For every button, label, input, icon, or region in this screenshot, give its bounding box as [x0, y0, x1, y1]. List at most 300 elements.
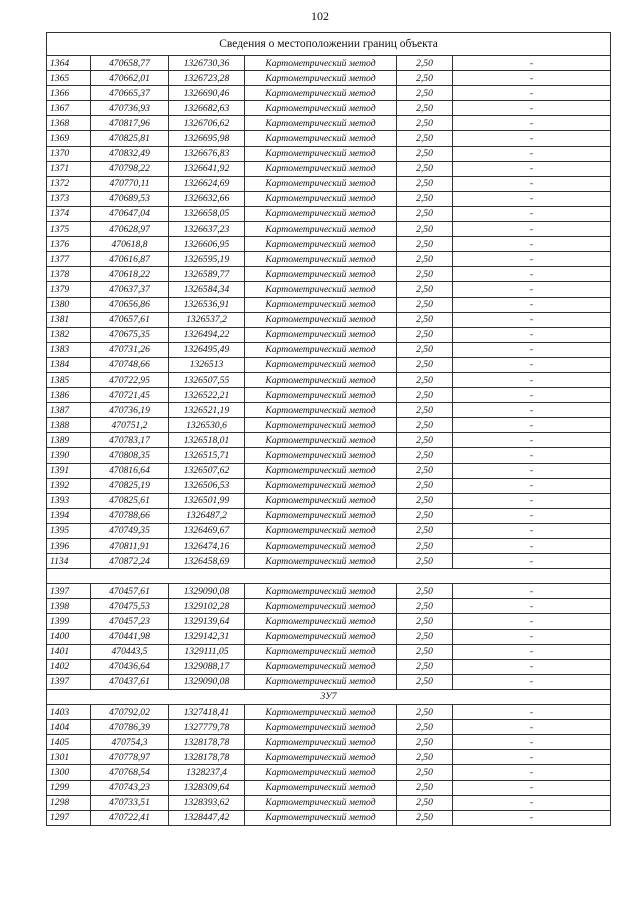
- y-coordinate-cell: 1326495,49: [169, 342, 245, 357]
- point-number-cell: 1397: [47, 584, 91, 599]
- accuracy-cell: 2,50: [397, 705, 453, 720]
- x-coordinate-cell: 470811,91: [91, 539, 169, 554]
- description-cell: -: [453, 71, 611, 86]
- accuracy-cell: 2,50: [397, 101, 453, 116]
- accuracy-cell: 2,50: [397, 71, 453, 86]
- method-cell: Картометрический метод: [245, 463, 397, 478]
- method-cell: Картометрический метод: [245, 146, 397, 161]
- point-number-cell: 1374: [47, 206, 91, 221]
- point-number-cell: 1394: [47, 508, 91, 523]
- method-cell: Картометрический метод: [245, 312, 397, 327]
- point-number-cell: 1404: [47, 720, 91, 735]
- method-cell: Картометрический метод: [245, 478, 397, 493]
- y-coordinate-cell: 1326595,19: [169, 252, 245, 267]
- point-number-cell: 1387: [47, 403, 91, 418]
- y-coordinate-cell: 1326690,46: [169, 86, 245, 101]
- accuracy-cell: 2,50: [397, 403, 453, 418]
- accuracy-cell: 2,50: [397, 418, 453, 433]
- y-coordinate-cell: 1326507,55: [169, 372, 245, 387]
- description-cell: -: [453, 101, 611, 116]
- table-row: [47, 176, 611, 191]
- accuracy-cell: 2,50: [397, 297, 453, 312]
- accuracy-cell: 2,50: [397, 327, 453, 342]
- description-cell: -: [453, 86, 611, 101]
- table-row: [47, 342, 611, 357]
- point-number-cell: 1381: [47, 312, 91, 327]
- table-row: [47, 705, 611, 720]
- accuracy-cell: 2,50: [397, 131, 453, 146]
- x-coordinate-cell: 470658,77: [91, 56, 169, 71]
- method-cell: Картометрический метод: [245, 131, 397, 146]
- table-row: [47, 433, 611, 448]
- point-number-cell: 1392: [47, 478, 91, 493]
- accuracy-cell: 2,50: [397, 674, 453, 689]
- method-cell: Картометрический метод: [245, 71, 397, 86]
- x-coordinate-cell: 470751,2: [91, 418, 169, 433]
- x-coordinate-cell: 470457,23: [91, 614, 169, 629]
- separator-row: [47, 569, 611, 584]
- point-number-cell: 1300: [47, 765, 91, 780]
- y-coordinate-cell: 1329139,64: [169, 614, 245, 629]
- table-row: [47, 86, 611, 101]
- table-row: [47, 297, 611, 312]
- y-coordinate-cell: 1329090,08: [169, 584, 245, 599]
- point-number-cell: 1377: [47, 252, 91, 267]
- y-coordinate-cell: 1326521,19: [169, 403, 245, 418]
- table-row: [47, 252, 611, 267]
- method-cell: Картометрический метод: [245, 327, 397, 342]
- page-number: 102: [311, 9, 329, 23]
- table-row: [47, 523, 611, 538]
- table-row: [47, 614, 611, 629]
- description-cell: -: [453, 342, 611, 357]
- y-coordinate-cell: 1326513: [169, 357, 245, 372]
- point-number-cell: 1364: [47, 56, 91, 71]
- table-row: [47, 765, 611, 780]
- y-coordinate-cell: 1328309,64: [169, 780, 245, 795]
- method-cell: Картометрический метод: [245, 418, 397, 433]
- description-cell: -: [453, 735, 611, 750]
- y-coordinate-cell: 1326530,6: [169, 418, 245, 433]
- method-cell: Картометрический метод: [245, 795, 397, 810]
- table-row: [47, 539, 611, 554]
- y-coordinate-cell: 1326723,28: [169, 71, 245, 86]
- point-number-cell: 1365: [47, 71, 91, 86]
- description-cell: -: [453, 705, 611, 720]
- point-number-cell: 1395: [47, 523, 91, 538]
- method-cell: Картометрический метод: [245, 629, 397, 644]
- point-number-cell: 1399: [47, 614, 91, 629]
- x-coordinate-cell: 470786,39: [91, 720, 169, 735]
- method-cell: Картометрический метод: [245, 116, 397, 131]
- description-cell: -: [453, 659, 611, 674]
- point-number-cell: 1376: [47, 237, 91, 252]
- method-cell: Картометрический метод: [245, 584, 397, 599]
- table-title-row: [47, 33, 611, 56]
- point-number-cell: 1378: [47, 267, 91, 282]
- x-coordinate-cell: 470816,64: [91, 463, 169, 478]
- y-coordinate-cell: 1329111,05: [169, 644, 245, 659]
- accuracy-cell: 2,50: [397, 237, 453, 252]
- method-cell: Картометрический метод: [245, 508, 397, 523]
- method-cell: Картометрический метод: [245, 493, 397, 508]
- description-cell: -: [453, 252, 611, 267]
- y-coordinate-cell: 1329090,08: [169, 674, 245, 689]
- x-coordinate-cell: 470743,23: [91, 780, 169, 795]
- table-row: [47, 508, 611, 523]
- accuracy-cell: 2,50: [397, 735, 453, 750]
- description-cell: -: [453, 176, 611, 191]
- point-number-cell: 1372: [47, 176, 91, 191]
- x-coordinate-cell: 470736,93: [91, 101, 169, 116]
- description-cell: -: [453, 146, 611, 161]
- accuracy-cell: 2,50: [397, 659, 453, 674]
- x-coordinate-cell: 470770,11: [91, 176, 169, 191]
- description-cell: -: [453, 674, 611, 689]
- x-coordinate-cell: 470721,45: [91, 388, 169, 403]
- method-cell: Картометрический метод: [245, 720, 397, 735]
- y-coordinate-cell: 1326522,21: [169, 388, 245, 403]
- point-number-cell: 1366: [47, 86, 91, 101]
- table-row: [47, 720, 611, 735]
- accuracy-cell: 2,50: [397, 161, 453, 176]
- accuracy-cell: 2,50: [397, 539, 453, 554]
- description-cell: -: [453, 56, 611, 71]
- point-number-cell: 1398: [47, 599, 91, 614]
- point-number-cell: 1385: [47, 372, 91, 387]
- table-row: [47, 116, 611, 131]
- description-cell: -: [453, 116, 611, 131]
- y-coordinate-cell: 1326706,62: [169, 116, 245, 131]
- y-coordinate-cell: 1326474,16: [169, 539, 245, 554]
- method-cell: Картометрический метод: [245, 448, 397, 463]
- description-cell: -: [453, 267, 611, 282]
- accuracy-cell: 2,50: [397, 750, 453, 765]
- y-coordinate-cell: 1328237,4: [169, 765, 245, 780]
- y-coordinate-cell: 1326624,69: [169, 176, 245, 191]
- point-number-cell: 1401: [47, 644, 91, 659]
- description-cell: -: [453, 478, 611, 493]
- y-coordinate-cell: 1326515,71: [169, 448, 245, 463]
- method-cell: Картометрический метод: [245, 780, 397, 795]
- description-cell: -: [453, 433, 611, 448]
- y-coordinate-cell: 1327418,41: [169, 705, 245, 720]
- x-coordinate-cell: 470689,53: [91, 191, 169, 206]
- accuracy-cell: 2,50: [397, 433, 453, 448]
- x-coordinate-cell: 470475,53: [91, 599, 169, 614]
- boundary-table-container: [46, 32, 610, 826]
- point-number-cell: 1367: [47, 101, 91, 116]
- accuracy-cell: 2,50: [397, 146, 453, 161]
- method-cell: Картометрический метод: [245, 357, 397, 372]
- method-cell: Картометрический метод: [245, 735, 397, 750]
- x-coordinate-cell: 470798,22: [91, 161, 169, 176]
- table-row: [47, 584, 611, 599]
- x-coordinate-cell: 470731,26: [91, 342, 169, 357]
- point-number-cell: 1397: [47, 674, 91, 689]
- accuracy-cell: 2,50: [397, 282, 453, 297]
- point-number-cell: 1390: [47, 448, 91, 463]
- description-cell: -: [453, 629, 611, 644]
- y-coordinate-cell: 1326537,2: [169, 312, 245, 327]
- accuracy-cell: 2,50: [397, 599, 453, 614]
- x-coordinate-cell: 470618,8: [91, 237, 169, 252]
- table-row: [47, 403, 611, 418]
- table-row: [47, 463, 611, 478]
- point-number-cell: 1297: [47, 810, 91, 825]
- x-coordinate-cell: 470733,51: [91, 795, 169, 810]
- point-number-cell: 1382: [47, 327, 91, 342]
- point-number-cell: 1396: [47, 539, 91, 554]
- method-cell: Картометрический метод: [245, 267, 397, 282]
- x-coordinate-cell: 470768,54: [91, 765, 169, 780]
- y-coordinate-cell: 1326506,53: [169, 478, 245, 493]
- accuracy-cell: 2,50: [397, 252, 453, 267]
- x-coordinate-cell: 470792,02: [91, 705, 169, 720]
- method-cell: Картометрический метод: [245, 206, 397, 221]
- table-row: [47, 674, 611, 689]
- x-coordinate-cell: 470748,66: [91, 357, 169, 372]
- y-coordinate-cell: 1326487,2: [169, 508, 245, 523]
- x-coordinate-cell: 470436,64: [91, 659, 169, 674]
- method-cell: Картометрический метод: [245, 705, 397, 720]
- x-coordinate-cell: 470825,19: [91, 478, 169, 493]
- description-cell: -: [453, 463, 611, 478]
- method-cell: Картометрический метод: [245, 282, 397, 297]
- y-coordinate-cell: 1326637,23: [169, 222, 245, 237]
- table-row: [47, 418, 611, 433]
- point-number-cell: 1379: [47, 282, 91, 297]
- accuracy-cell: 2,50: [397, 222, 453, 237]
- method-cell: Картометрический метод: [245, 523, 397, 538]
- description-cell: -: [453, 161, 611, 176]
- x-coordinate-cell: 470441,98: [91, 629, 169, 644]
- table-row: [47, 599, 611, 614]
- method-cell: Картометрический метод: [245, 101, 397, 116]
- y-coordinate-cell: 1329088,17: [169, 659, 245, 674]
- y-coordinate-cell: 1326658,05: [169, 206, 245, 221]
- point-number-cell: 1370: [47, 146, 91, 161]
- table-row: [47, 372, 611, 387]
- x-coordinate-cell: 470825,81: [91, 131, 169, 146]
- x-coordinate-cell: 470657,61: [91, 312, 169, 327]
- x-coordinate-cell: 470722,41: [91, 810, 169, 825]
- y-coordinate-cell: 1326584,34: [169, 282, 245, 297]
- accuracy-cell: 2,50: [397, 448, 453, 463]
- y-coordinate-cell: 1326682,63: [169, 101, 245, 116]
- accuracy-cell: 2,50: [397, 493, 453, 508]
- method-cell: Картометрический метод: [245, 222, 397, 237]
- method-cell: Картометрический метод: [245, 659, 397, 674]
- accuracy-cell: 2,50: [397, 463, 453, 478]
- x-coordinate-cell: 470616,87: [91, 252, 169, 267]
- description-cell: -: [453, 372, 611, 387]
- table-row: [47, 388, 611, 403]
- y-coordinate-cell: 1326606,95: [169, 237, 245, 252]
- description-cell: -: [453, 282, 611, 297]
- table-row: [47, 101, 611, 116]
- accuracy-cell: 2,50: [397, 357, 453, 372]
- y-coordinate-cell: 1329142,31: [169, 629, 245, 644]
- y-coordinate-cell: 1326676,83: [169, 146, 245, 161]
- point-number-cell: 1400: [47, 629, 91, 644]
- accuracy-cell: 2,50: [397, 56, 453, 71]
- table-row: [47, 780, 611, 795]
- x-coordinate-cell: 470817,96: [91, 116, 169, 131]
- accuracy-cell: 2,50: [397, 372, 453, 387]
- table-row: [47, 191, 611, 206]
- point-number-cell: 1402: [47, 659, 91, 674]
- point-number-cell: 1380: [47, 297, 91, 312]
- description-cell: -: [453, 493, 611, 508]
- accuracy-cell: 2,50: [397, 629, 453, 644]
- method-cell: Картометрический метод: [245, 599, 397, 614]
- y-coordinate-cell: 1326695,98: [169, 131, 245, 146]
- point-number-cell: 1393: [47, 493, 91, 508]
- method-cell: Картометрический метод: [245, 614, 397, 629]
- table-row: [47, 161, 611, 176]
- method-cell: Картометрический метод: [245, 237, 397, 252]
- point-number-cell: 1403: [47, 705, 91, 720]
- description-cell: -: [453, 327, 611, 342]
- y-coordinate-cell: 1326632,66: [169, 191, 245, 206]
- method-cell: Картометрический метод: [245, 388, 397, 403]
- point-number-cell: 1384: [47, 357, 91, 372]
- method-cell: Картометрический метод: [245, 161, 397, 176]
- x-coordinate-cell: 470783,17: [91, 433, 169, 448]
- description-cell: -: [453, 810, 611, 825]
- accuracy-cell: 2,50: [397, 312, 453, 327]
- method-cell: Картометрический метод: [245, 644, 397, 659]
- description-cell: -: [453, 237, 611, 252]
- x-coordinate-cell: 470647,04: [91, 206, 169, 221]
- x-coordinate-cell: 470825,61: [91, 493, 169, 508]
- method-cell: Картометрический метод: [245, 191, 397, 206]
- description-cell: -: [453, 297, 611, 312]
- table-row: [47, 644, 611, 659]
- description-cell: -: [453, 312, 611, 327]
- description-cell: -: [453, 539, 611, 554]
- x-coordinate-cell: 470437,61: [91, 674, 169, 689]
- point-number-cell: 1298: [47, 795, 91, 810]
- accuracy-cell: 2,50: [397, 720, 453, 735]
- method-cell: Картометрический метод: [245, 176, 397, 191]
- description-cell: -: [453, 508, 611, 523]
- boundary-table: [46, 32, 611, 826]
- table-row: [47, 493, 611, 508]
- description-cell: -: [453, 191, 611, 206]
- y-coordinate-cell: 1326730,36: [169, 56, 245, 71]
- method-cell: Картометрический метод: [245, 297, 397, 312]
- point-number-cell: 1301: [47, 750, 91, 765]
- point-number-cell: 1368: [47, 116, 91, 131]
- description-cell: -: [453, 765, 611, 780]
- separator-cell: [47, 569, 611, 584]
- description-cell: -: [453, 388, 611, 403]
- method-cell: Картометрический метод: [245, 433, 397, 448]
- section-label-row: [47, 689, 611, 704]
- table-row: [47, 750, 611, 765]
- table-row: [47, 554, 611, 569]
- accuracy-cell: 2,50: [397, 523, 453, 538]
- accuracy-cell: 2,50: [397, 765, 453, 780]
- y-coordinate-cell: 1326641,92: [169, 161, 245, 176]
- method-cell: Картометрический метод: [245, 252, 397, 267]
- description-cell: -: [453, 131, 611, 146]
- accuracy-cell: 2,50: [397, 554, 453, 569]
- description-cell: -: [453, 750, 611, 765]
- point-number-cell: 1405: [47, 735, 91, 750]
- y-coordinate-cell: 1326507,62: [169, 463, 245, 478]
- x-coordinate-cell: 470656,86: [91, 297, 169, 312]
- accuracy-cell: 2,50: [397, 810, 453, 825]
- x-coordinate-cell: 470832,49: [91, 146, 169, 161]
- y-coordinate-cell: 1326469,67: [169, 523, 245, 538]
- description-cell: -: [453, 357, 611, 372]
- y-coordinate-cell: 1326536,91: [169, 297, 245, 312]
- accuracy-cell: 2,50: [397, 795, 453, 810]
- point-number-cell: 1388: [47, 418, 91, 433]
- accuracy-cell: 2,50: [397, 644, 453, 659]
- table-row: [47, 795, 611, 810]
- accuracy-cell: 2,50: [397, 508, 453, 523]
- x-coordinate-cell: 470722,95: [91, 372, 169, 387]
- description-cell: -: [453, 599, 611, 614]
- method-cell: Картометрический метод: [245, 372, 397, 387]
- table-title: Сведения о местоположении границ объекта: [47, 33, 611, 56]
- accuracy-cell: 2,50: [397, 342, 453, 357]
- x-coordinate-cell: 470778,97: [91, 750, 169, 765]
- x-coordinate-cell: 470736,19: [91, 403, 169, 418]
- x-coordinate-cell: 470457,61: [91, 584, 169, 599]
- table-row: [47, 735, 611, 750]
- y-coordinate-cell: 1328178,78: [169, 750, 245, 765]
- y-coordinate-cell: 1326518,01: [169, 433, 245, 448]
- x-coordinate-cell: 470675,35: [91, 327, 169, 342]
- table-row: [47, 312, 611, 327]
- point-number-cell: 1369: [47, 131, 91, 146]
- method-cell: Картометрический метод: [245, 674, 397, 689]
- x-coordinate-cell: 470637,37: [91, 282, 169, 297]
- point-number-cell: 1371: [47, 161, 91, 176]
- description-cell: -: [453, 720, 611, 735]
- accuracy-cell: 2,50: [397, 614, 453, 629]
- method-cell: Картометрический метод: [245, 750, 397, 765]
- x-coordinate-cell: 470788,66: [91, 508, 169, 523]
- method-cell: Картометрический метод: [245, 86, 397, 101]
- method-cell: Картометрический метод: [245, 342, 397, 357]
- accuracy-cell: 2,50: [397, 478, 453, 493]
- table-row: [47, 448, 611, 463]
- method-cell: Картометрический метод: [245, 403, 397, 418]
- table-row: [47, 282, 611, 297]
- x-coordinate-cell: 470872,24: [91, 554, 169, 569]
- accuracy-cell: 2,50: [397, 388, 453, 403]
- description-cell: -: [453, 403, 611, 418]
- x-coordinate-cell: 470628,97: [91, 222, 169, 237]
- y-coordinate-cell: 1327779,78: [169, 720, 245, 735]
- accuracy-cell: 2,50: [397, 206, 453, 221]
- table-row: [47, 146, 611, 161]
- method-cell: Картометрический метод: [245, 539, 397, 554]
- accuracy-cell: 2,50: [397, 176, 453, 191]
- table-row: [47, 267, 611, 282]
- accuracy-cell: 2,50: [397, 191, 453, 206]
- accuracy-cell: 2,50: [397, 780, 453, 795]
- description-cell: -: [453, 780, 611, 795]
- description-cell: -: [453, 614, 611, 629]
- accuracy-cell: 2,50: [397, 267, 453, 282]
